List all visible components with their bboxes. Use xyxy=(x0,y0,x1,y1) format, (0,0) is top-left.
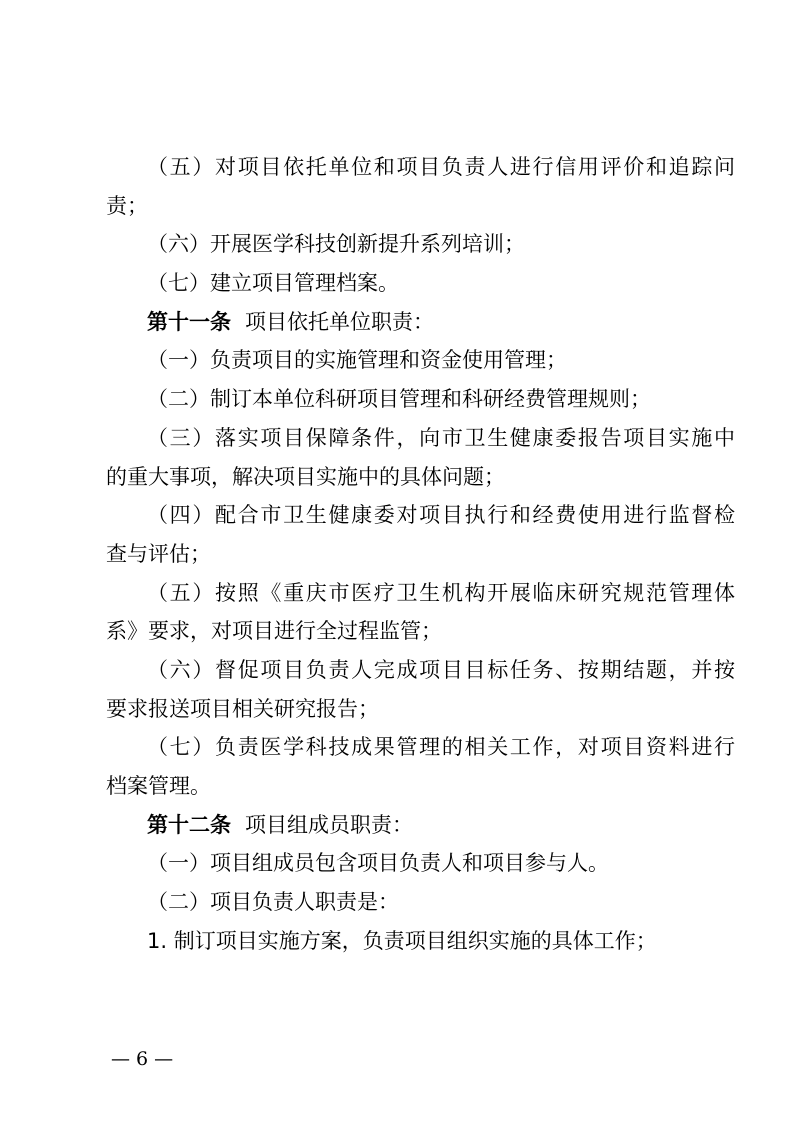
paragraph-line: 要求报送项目相关研究报告； xyxy=(106,697,379,721)
paragraph-line: （六）督促项目负责人完成项目目标任务、按期结题，并按 xyxy=(147,658,735,682)
article-number: 第十二条 xyxy=(147,813,231,837)
paragraph-line: （一）负责项目的实施管理和资金使用管理； xyxy=(147,348,567,372)
article-11-heading xyxy=(147,307,434,337)
article-number: 第十一条 xyxy=(147,310,231,334)
paragraph-line: （五）对项目依托单位和项目负责人进行信用评价和追踪问 xyxy=(147,155,735,179)
paragraph-line: 责； xyxy=(106,194,148,218)
paragraph-line: 1. 制订项目实施方案，负责项目组织实施的具体工作； xyxy=(147,929,657,953)
paragraph-line: （二）制订本单位科研项目管理和科研经费管理规则； xyxy=(147,387,651,411)
article-title: 项目组成员职责： xyxy=(245,813,413,837)
paragraph-line: （三）落实项目保障条件，向市卫生健康委报告项目实施中 xyxy=(147,426,735,450)
paragraph-line: （四）配合市卫生健康委对项目执行和经费使用进行监督检 xyxy=(147,503,735,527)
article-title: 项目依托单位职责： xyxy=(245,310,434,334)
paragraph-line: （一）项目组成员包含项目负责人和项目参与人。 xyxy=(147,851,609,875)
paragraph-line: 系》要求，对项目进行全过程监管； xyxy=(106,619,442,643)
paragraph-line: 的重大事项，解决项目实施中的具体问题； xyxy=(106,465,505,489)
page-number: — 6 — xyxy=(111,1048,174,1070)
paragraph-line: 档案管理。 xyxy=(106,774,211,798)
paragraph-line: 查与评估； xyxy=(106,542,211,566)
paragraph-line: （五）按照《重庆市医疗卫生机构开展临床研究规范管理体 xyxy=(147,581,735,605)
paragraph-line: （七）建立项目管理档案。 xyxy=(147,271,399,295)
paragraph-line: （二）项目负责人职责是： xyxy=(147,890,399,914)
paragraph-line: （七）负责医学科技成果管理的相关工作，对项目资料进行 xyxy=(147,735,735,759)
paragraph-line: （六）开展医学科技创新提升系列培训； xyxy=(147,232,525,256)
article-12-heading xyxy=(147,810,413,840)
